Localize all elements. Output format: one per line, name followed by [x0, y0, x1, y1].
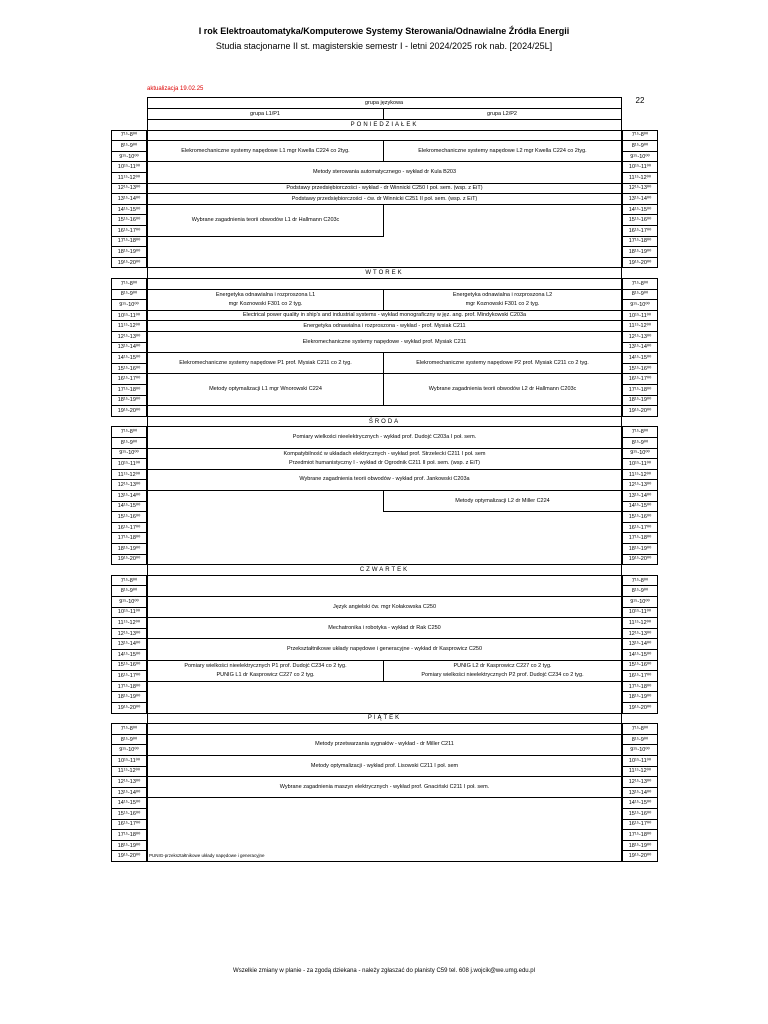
class-cell [147, 755, 622, 777]
class-text: Kompatybilność w układach elektrycznych - wykład prof. Strzelecki C211 I poł. sem [283, 450, 486, 457]
time-slot-left: 14¹⁵-15⁰⁰ [111, 352, 147, 364]
class-text: Elekromechaniczne systemy napędowe L2 mgr Kwella C224 co 2tyg. [418, 147, 587, 154]
class-cell [383, 289, 622, 311]
class-text: Metody optymalizacji L1 mgr Wnorowski C224 [209, 386, 322, 393]
time-slot-left: 17¹⁵-18⁰⁰ [111, 384, 147, 396]
class-text: mgr Koznowski F301 co 2 tyg. [228, 300, 303, 307]
time-slot-right: 12¹⁵-13⁰⁰ [622, 776, 658, 788]
class-cell [147, 448, 622, 470]
day-header: PIĄTEK [147, 713, 622, 725]
time-slot-left: 12¹⁵-13⁰⁰ [111, 479, 147, 491]
time-slot-left: 8¹⁵-9⁰⁰ [111, 734, 147, 746]
time-slot-right: 9¹⁵-10⁰⁰ [622, 596, 658, 608]
time-slot-left: 19¹⁵-20⁰⁰ [111, 405, 147, 417]
class-cell [147, 596, 622, 618]
time-slot-left: 11¹⁵-12⁰⁰ [111, 172, 147, 184]
time-slot-left: 10¹⁵-11⁰⁰ [111, 755, 147, 767]
time-slot-right: 9¹⁵-10⁰⁰ [622, 448, 658, 460]
time-slot-left: 9¹⁵-10⁰⁰ [111, 596, 147, 608]
timetable-grid [111, 97, 658, 917]
class-cell [147, 469, 622, 491]
time-slot-right: 19¹⁵-20⁰⁰ [622, 850, 658, 862]
class-text: mgr Koznowski F301 co 2 tyg. [465, 300, 540, 307]
time-slot-left: 11¹⁵-12⁰⁰ [111, 617, 147, 629]
class-text: Energetyka odnawialna i rozproszona - wykład - prof. Mysiak C211 [303, 322, 466, 329]
class-text: Energetyka odnawialna i rozproszona L1 [215, 291, 316, 298]
day-header: CZWARTEK [147, 564, 622, 576]
class-text: Electrical power quality in ship's and industrial systems - wykład monograficzny w jęz. ang. prof. Mindykowski C203a [242, 312, 527, 319]
time-slot-right: 12¹⁵-13⁰⁰ [622, 479, 658, 491]
footer-note: Wszelkie zmiany w planie - za zgodą dziekana - należy zgłaszać do planisty C59 tel. 608 j.wojcik@we.umg.edu.pl [233, 968, 535, 974]
time-slot-right: 16¹⁵-17⁰⁰ [622, 819, 658, 831]
schedule-title: I rok Elektroautomatyka/Komputerowe Systemy Sterowania/Odnawialne Źródła Energii [198, 26, 570, 36]
time-slot-left: 11¹⁵-12⁰⁰ [111, 766, 147, 778]
time-slot-left: 11¹⁵-12⁰⁰ [111, 469, 147, 481]
class-text: Metody optymalizacji - wykład prof. Lisowski C211 I poł. sem [310, 762, 459, 769]
time-slot-right: 15¹⁵-16⁰⁰ [622, 660, 658, 672]
time-slot-right: 14¹⁵-15⁰⁰ [622, 501, 658, 513]
class-cell [147, 776, 622, 798]
time-slot-left: 12¹⁵-13⁰⁰ [111, 776, 147, 788]
class-text: PUNIG L2 dr Kasprowicz C227 co 2 tyg. [453, 662, 552, 669]
class-cell [147, 638, 622, 660]
time-slot-right: 12¹⁵-13⁰⁰ [622, 183, 658, 195]
time-slot-right: 9¹⁵-10⁰⁰ [622, 744, 658, 756]
week-number: 22 [635, 96, 645, 105]
time-slot-right: 18¹⁵-19⁰⁰ [622, 691, 658, 703]
time-slot-left: 7¹⁵-8⁰⁰ [111, 278, 147, 290]
class-text: Metody optymalizacji L2 dr Miller C224 [455, 497, 550, 504]
time-slot-left: 15¹⁵-16⁰⁰ [111, 660, 147, 672]
class-text: Elekromechaniczne systemy napędowe - wykład prof. Mysiak C211 [302, 338, 467, 345]
class-cell [147, 617, 622, 639]
time-slot-left: 12¹⁵-13⁰⁰ [111, 331, 147, 343]
time-slot-right: 7¹⁵-8⁰⁰ [622, 723, 658, 735]
time-slot-right: 16¹⁵-17⁰⁰ [622, 225, 658, 237]
time-slot-left: 18¹⁵-19⁰⁰ [111, 691, 147, 703]
time-slot-left: 10¹⁵-11⁰⁰ [111, 607, 147, 619]
time-slot-left: 13¹⁵-14⁰⁰ [111, 787, 147, 799]
time-slot-left: 15¹⁵-16⁰⁰ [111, 511, 147, 523]
time-slot-left: 9¹⁵-10⁰⁰ [111, 448, 147, 460]
time-slot-left: 8¹⁵-9⁰⁰ [111, 437, 147, 449]
time-slot-left: 17¹⁵-18⁰⁰ [111, 236, 147, 248]
time-slot-right: 11¹⁵-12⁰⁰ [622, 172, 658, 184]
time-slot-left: 7¹⁵-8⁰⁰ [111, 723, 147, 735]
class-text: Pomiary wielkości nieelektrycznych - wykład prof. Dudojć C203a I poł. sem. [292, 434, 477, 441]
time-slot-left: 18¹⁵-19⁰⁰ [111, 543, 147, 555]
time-slot-left: 13¹⁵-14⁰⁰ [111, 342, 147, 354]
class-cell [147, 289, 384, 311]
time-slot-right: 15¹⁵-16⁰⁰ [622, 511, 658, 523]
class-cell [147, 373, 384, 406]
time-slot-left: 18¹⁵-19⁰⁰ [111, 395, 147, 407]
time-slot-right: 15¹⁵-16⁰⁰ [622, 808, 658, 820]
group-left-label: grupa L1/P1 [250, 110, 280, 117]
time-slot-left: 13¹⁵-14⁰⁰ [111, 638, 147, 650]
class-cell [147, 161, 622, 183]
time-slot-right: 14¹⁵-15⁰⁰ [622, 204, 658, 216]
time-slot-right: 17¹⁵-18⁰⁰ [622, 532, 658, 544]
time-slot-right: 16¹⁵-17⁰⁰ [622, 670, 658, 682]
time-slot-left: 17¹⁵-18⁰⁰ [111, 681, 147, 693]
class-text: Wybrane zagadnienia teorii obwodów L1 dr Hallmann C203c [191, 216, 340, 223]
class-text: Wybrane zagadnienia maszyn elektrycznych - wykład prof. Gnaciński C211 I poł. sem. [279, 783, 490, 790]
class-cell [383, 373, 622, 406]
class-text: Pomiary wielkości nieelektrycznych P1 prof. Dudojć C234 co 2 tyg. [184, 662, 347, 669]
class-text: Metody przetwarzania sygnałów - wykład - dr Miller C211 [315, 741, 454, 748]
time-slot-left: 10¹⁵-11⁰⁰ [111, 458, 147, 470]
time-slot-left: 8¹⁵-9⁰⁰ [111, 140, 147, 152]
time-slot-right: 14¹⁵-15⁰⁰ [622, 352, 658, 364]
time-slot-right: 11¹⁵-12⁰⁰ [622, 320, 658, 332]
time-slot-right: 10¹⁵-11⁰⁰ [622, 161, 658, 173]
time-slot-right: 8¹⁵-9⁰⁰ [622, 289, 658, 301]
time-slot-right: 8¹⁵-9⁰⁰ [622, 585, 658, 597]
time-slot-left: 14¹⁵-15⁰⁰ [111, 649, 147, 661]
legend-note: PUNIG-przekształtnikowe układy napędowe i generacyjne [149, 853, 265, 859]
time-slot-left: 14¹⁵-15⁰⁰ [111, 501, 147, 513]
class-cell [383, 140, 622, 162]
time-slot-right: 19¹⁵-20⁰⁰ [622, 702, 658, 714]
class-cell [147, 734, 622, 756]
time-slot-left: 14¹⁵-15⁰⁰ [111, 204, 147, 216]
class-text: Pomiary wielkości nieelektrycznych P2 prof. Dudojć C234 co 2 tyg. [421, 671, 584, 678]
time-slot-left: 9¹⁵-10⁰⁰ [111, 151, 147, 163]
time-slot-right: 15¹⁵-16⁰⁰ [622, 363, 658, 375]
time-slot-left: 16¹⁵-17⁰⁰ [111, 225, 147, 237]
time-slot-right: 13¹⁵-14⁰⁰ [622, 638, 658, 650]
time-slot-right: 10¹⁵-11⁰⁰ [622, 458, 658, 470]
class-text: Przekształtnikowe układy napędowe i generacyjne - wykład dr Kasprowicz C250 [286, 646, 483, 653]
time-slot-left: 11¹⁵-12⁰⁰ [111, 320, 147, 332]
class-text: Energetyka odnawialna i rozproszona L2 [452, 291, 553, 298]
time-slot-left: 19¹⁵-20⁰⁰ [111, 257, 147, 269]
day-header: PONIEDZIAŁEK [147, 119, 622, 131]
time-slot-left: 10¹⁵-11⁰⁰ [111, 310, 147, 322]
time-slot-right: 14¹⁵-15⁰⁰ [622, 797, 658, 809]
time-slot-right: 9¹⁵-10⁰⁰ [622, 151, 658, 163]
time-slot-left: 9¹⁵-10⁰⁰ [111, 299, 147, 311]
time-slot-left: 18¹⁵-19⁰⁰ [111, 246, 147, 258]
time-slot-right: 18¹⁵-19⁰⁰ [622, 246, 658, 258]
time-slot-right: 17¹⁵-18⁰⁰ [622, 236, 658, 248]
time-slot-left: 19¹⁵-20⁰⁰ [111, 702, 147, 714]
time-slot-left: 16¹⁵-17⁰⁰ [111, 373, 147, 385]
class-cell [147, 660, 384, 682]
time-slot-right: 17¹⁵-18⁰⁰ [622, 829, 658, 841]
time-slot-right: 15¹⁵-16⁰⁰ [622, 214, 658, 226]
update-date: aktualizacja 19.02.25 [147, 86, 204, 92]
time-slot-left: 9¹⁵-10⁰⁰ [111, 744, 147, 756]
time-slot-right: 13¹⁵-14⁰⁰ [622, 787, 658, 799]
time-slot-right: 16¹⁵-17⁰⁰ [622, 522, 658, 534]
class-text: Mechatronika i robotyka - wykład dr Rak C250 [328, 624, 441, 631]
group-right-label: grupa L2/P2 [487, 110, 517, 117]
time-slot-right: 11¹⁵-12⁰⁰ [622, 469, 658, 481]
class-cell [383, 490, 622, 512]
time-slot-right: 13¹⁵-14⁰⁰ [622, 342, 658, 354]
time-slot-right: 13¹⁵-14⁰⁰ [622, 193, 658, 205]
class-text: Metody sterowania automatycznego - wykład dr Kula B203 [312, 169, 457, 176]
class-text: PUNIG L1 dr Kasprowicz C227 co 2 tyg. [216, 671, 315, 678]
time-slot-left: 12¹⁵-13⁰⁰ [111, 628, 147, 640]
time-slot-left: 13¹⁵-14⁰⁰ [111, 193, 147, 205]
time-slot-right: 19¹⁵-20⁰⁰ [622, 257, 658, 269]
class-text: Język angielski ćw. mgr Kołakowska C250 [332, 603, 436, 610]
time-slot-left: 16¹⁵-17⁰⁰ [111, 522, 147, 534]
time-slot-right: 11¹⁵-12⁰⁰ [622, 617, 658, 629]
time-slot-right: 19¹⁵-20⁰⁰ [622, 554, 658, 566]
time-slot-right: 7¹⁵-8⁰⁰ [622, 575, 658, 587]
schedule-subtitle: Studia stacjonarne II st. magisterskie semestr I - letni 2024/2025 rok nab. [2024/25L] [215, 41, 553, 51]
time-slot-right: 8¹⁵-9⁰⁰ [622, 734, 658, 746]
time-slot-right: 9¹⁵-10⁰⁰ [622, 299, 658, 311]
time-slot-left: 17¹⁵-18⁰⁰ [111, 532, 147, 544]
time-slot-left: 8¹⁵-9⁰⁰ [111, 289, 147, 301]
class-text: Wybrane zagadnienia teorii obwodów L2 dr Hallmann C203c [428, 386, 577, 393]
time-slot-right: 17¹⁵-18⁰⁰ [622, 384, 658, 396]
class-text: Elekromechaniczne systemy napędowe P1 prof. Mysiak C211 co 2 tyg. [179, 359, 352, 366]
time-slot-right: 8¹⁵-9⁰⁰ [622, 140, 658, 152]
time-slot-left: 17¹⁵-18⁰⁰ [111, 829, 147, 841]
time-slot-right: 10¹⁵-11⁰⁰ [622, 755, 658, 767]
time-slot-left: 13¹⁵-14⁰⁰ [111, 490, 147, 502]
day-header: WTOREK [147, 267, 622, 279]
time-slot-left: 15¹⁵-16⁰⁰ [111, 363, 147, 375]
time-slot-right: 10¹⁵-11⁰⁰ [622, 607, 658, 619]
time-slot-right: 13¹⁵-14⁰⁰ [622, 490, 658, 502]
time-slot-left: 16¹⁵-17⁰⁰ [111, 670, 147, 682]
time-slot-left: 19¹⁵-20⁰⁰ [111, 850, 147, 862]
time-slot-right: 16¹⁵-17⁰⁰ [622, 373, 658, 385]
time-slot-right: 18¹⁵-19⁰⁰ [622, 840, 658, 852]
time-slot-left: 7¹⁵-8⁰⁰ [111, 575, 147, 587]
class-cell [147, 204, 384, 237]
time-slot-right: 7¹⁵-8⁰⁰ [622, 426, 658, 438]
time-slot-right: 12¹⁵-13⁰⁰ [622, 331, 658, 343]
time-slot-left: 16¹⁵-17⁰⁰ [111, 819, 147, 831]
time-slot-right: 8¹⁵-9⁰⁰ [622, 437, 658, 449]
time-slot-right: 17¹⁵-18⁰⁰ [622, 681, 658, 693]
time-slot-right: 7¹⁵-8⁰⁰ [622, 130, 658, 142]
time-slot-left: 18¹⁵-19⁰⁰ [111, 840, 147, 852]
time-slot-right: 12¹⁵-13⁰⁰ [622, 628, 658, 640]
time-slot-left: 10¹⁵-11⁰⁰ [111, 161, 147, 173]
time-slot-right: 14¹⁵-15⁰⁰ [622, 649, 658, 661]
class-text: Przedmiot humanistyczny I - wykład dr Ogrodnik C211 II poł. sem. (wsp. z EiT) [289, 459, 480, 466]
time-slot-right: 11¹⁵-12⁰⁰ [622, 766, 658, 778]
language-group-label: grupa językowa [364, 99, 404, 106]
time-slot-left: 15¹⁵-16⁰⁰ [111, 808, 147, 820]
time-slot-left: 8¹⁵-9⁰⁰ [111, 585, 147, 597]
class-cell [147, 352, 384, 374]
time-slot-left: 19¹⁵-20⁰⁰ [111, 554, 147, 566]
time-slot-right: 10¹⁵-11⁰⁰ [622, 310, 658, 322]
time-slot-right: 18¹⁵-19⁰⁰ [622, 543, 658, 555]
time-slot-left: 14¹⁵-15⁰⁰ [111, 797, 147, 809]
time-slot-right: 19¹⁵-20⁰⁰ [622, 405, 658, 417]
class-text: Wybrane zagadnienia teorii obwodów - wykład prof. Jankowski C203a [299, 476, 470, 483]
day-header: ŚRODA [147, 416, 622, 428]
time-slot-left: 15¹⁵-16⁰⁰ [111, 214, 147, 226]
time-slot-right: 7¹⁵-8⁰⁰ [622, 278, 658, 290]
time-slot-left: 12¹⁵-13⁰⁰ [111, 183, 147, 195]
class-text: Elekromechaniczne systemy napędowe P2 prof. Mysiak C211 co 2 tyg. [416, 359, 589, 366]
class-cell [147, 140, 384, 162]
class-cell [383, 352, 622, 374]
class-text: Podstawy przedsiębiorczości - ćw. dr Winnicki C251 II poł. sem. (wsp. z EiT) [291, 195, 478, 202]
time-slot-left: 7¹⁵-8⁰⁰ [111, 130, 147, 142]
class-text: Elekromechaniczne systemy napędowe L1 mgr Kwella C224 co 2tyg. [181, 147, 350, 154]
class-cell [383, 660, 622, 682]
class-cell [147, 331, 622, 353]
time-slot-right: 18¹⁵-19⁰⁰ [622, 395, 658, 407]
class-text: Podstawy przedsiębiorczości - wykład - dr Winnicki C250 I poł. sem. (wsp. z EiT) [286, 184, 483, 191]
time-slot-left: 7¹⁵-8⁰⁰ [111, 426, 147, 438]
class-cell [147, 426, 622, 448]
